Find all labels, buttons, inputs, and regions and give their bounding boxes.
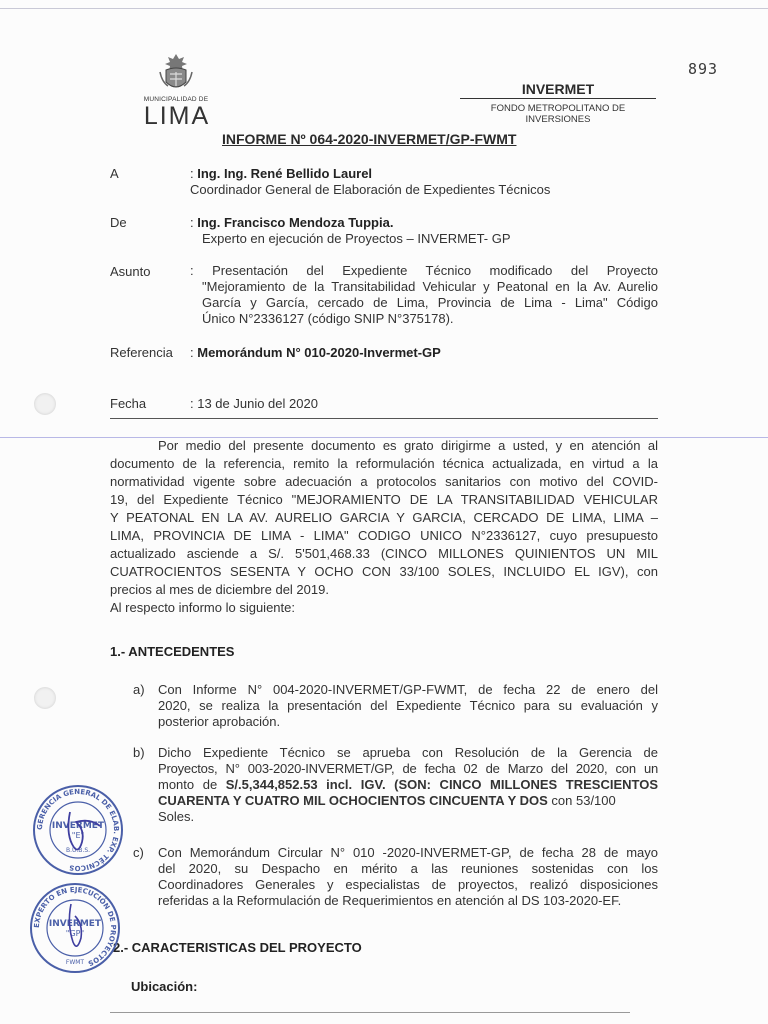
field-a-value: : Ing. Ing. René Bellido Laurel Coordinador General de Elaboración de Expedientes Técnicos [190, 166, 551, 197]
addressee-name: Ing. Ing. René Bellido Laurel [197, 166, 373, 181]
item-b-line: Proyectos, N° 003-2020-INVERMET/GP, de fecha 02 de Marzo del 2020, con un [158, 761, 658, 776]
item-c-line: del 2020, su Despacho en mérito a las reuniones sostenidas con los [158, 861, 658, 876]
header-divider [110, 418, 658, 419]
sender-name: Ing. Francisco Mendoza Tuppia. [197, 215, 394, 230]
item-b-line [158, 793, 658, 809]
item-b-cents: con 53/100 [547, 793, 616, 808]
intro-paragraph [110, 437, 658, 617]
field-de-value: : Ing. Francisco Mendoza Tuppia. Experto en ejecución de Proyectos – INVERMET- GP [190, 215, 511, 246]
item-b-line: Soles. [158, 809, 195, 824]
item-a-letter: a) [133, 682, 145, 697]
intro-line: 19, del Expediente Técnico "MEJORAMIENTO DE LA TRANSITABILIDAD VEHICULAR [110, 492, 658, 507]
page-number: 893 [688, 60, 719, 78]
intro-line: CUATROCIENTOS SESENTA Y OCHO CON 33/100 SOLES, INCLUIDO EL IGV), con [110, 564, 658, 579]
org-name: INVERMET [460, 81, 656, 99]
field-referencia-value: : Memorándum N° 010-2020-Invermet-GP [190, 345, 441, 360]
intro-line: actualizado asciende a S/. 5'501,468.33 (CINCO MILLONES QUINIENTOS UN MIL [110, 546, 658, 561]
item-a-text [158, 682, 658, 730]
item-b-amount-prefix: monto de [158, 777, 226, 792]
org-subtitle: FONDO METROPOLITANO DE INVERSIONES [490, 103, 626, 125]
gerencia-seal [30, 782, 126, 878]
field-de-label: De [110, 215, 127, 230]
field-fecha-label: Fecha [110, 396, 147, 411]
asunto-line: Único N°2336127 (código SNIP N°375178). [202, 311, 454, 326]
item-c-line: Coordinadores Generales y especialistas de proyectos, realizó disposiciones [158, 877, 658, 892]
intro-line: Al respecto informo lo siguiente: [110, 600, 295, 615]
asunto-line: García y García, cercado de Lima, Provincia de Lima - Lima" Código [202, 295, 658, 310]
section-2-subtitle: Ubicación: [131, 979, 198, 994]
referencia-text: Memorándum N° 010-2020-Invermet-GP [197, 345, 441, 360]
section-2-title: 2.- CARACTERISTICAS DEL PROYECTO [113, 940, 362, 955]
seal-center-text: INVERMET [48, 919, 102, 929]
experto-seal [27, 880, 123, 976]
section-1-title: 1.- ANTECEDENTES [110, 644, 235, 659]
seal-bottom-text: FWMT [65, 959, 85, 966]
item-b-line [158, 777, 658, 793]
item-b-line: Dicho Expediente Técnico se aprueba con Resolución de la Gerencia de [158, 745, 658, 760]
punch-hole [34, 393, 56, 415]
intro-line: Y PEATONAL EN LA AV. AURELIO GARCIA Y GARCIA, CERCADO DE LIMA, LIMA – [110, 510, 658, 525]
asunto-line: "Mejoramiento de la Transitabilidad Vehicular y Peatonal en la Av. Aurelio [202, 279, 658, 294]
addressee-role: Coordinador General de Elaboración de Expedientes Técnicos [190, 182, 551, 197]
item-b-text [158, 745, 658, 825]
sender-role: Experto en ejecución de Proyectos – INVERMET- GP [202, 231, 511, 246]
lima-crest-icon [156, 52, 196, 94]
intro-line: normatividad vigente sobre adecuación a protocolos sanitarios con motivo del COVID- [110, 474, 658, 489]
seal-center-text: INVERMET [51, 821, 105, 831]
logo-muni-label: MUNICIPALIDAD DE [143, 96, 209, 103]
item-a-line: posterior aprobación. [158, 714, 281, 729]
field-fecha-value: : 13 de Junio del 2020 [190, 396, 318, 411]
seal-mark-text: "GP" [65, 929, 85, 938]
item-c-line: Con Memorándum Circular N° 010 -2020-INVERMET-GP, de fecha 28 de mayo [158, 845, 658, 860]
item-c-line: referidas a la Reformulación de Requerimientos en atención al DS 103-2020-EF. [158, 893, 622, 908]
item-b-letter: b) [133, 745, 145, 760]
logo-lima-label: LIMA [143, 102, 211, 130]
asunto-line: : Presentación del Expediente Técnico modificado del Proyecto [190, 263, 658, 278]
item-a-line: 2020, se realiza la presentación del Expediente Técnico para su evaluación y [158, 698, 658, 713]
intro-line: precios al mes de diciembre del 2019. [110, 582, 329, 597]
punch-hole [34, 687, 56, 709]
intro-line: LIMA, PROVINCIA DE LIMA - LIMA" CODIGO UNICO N°2336127, cuyo presupuesto [110, 528, 658, 543]
item-c-text [158, 845, 658, 909]
seal-ring-text: EXPERTO EN EJECUCIÓN DE PROYECTOS [32, 885, 118, 968]
field-asunto-label: Asunto [110, 264, 151, 279]
seal-bottom-text: B.U.B.S. [65, 847, 91, 854]
item-b-amount-words: CUARENTA Y CUATRO MIL OCHOCIENTOS CINCUENTA Y DOS [158, 793, 548, 808]
field-referencia-label: Referencia [110, 345, 173, 360]
item-b-amount: S/.5,344,852.53 incl. IGV. (SON: CINCO MILLONES TRESCIENTOS [225, 777, 658, 792]
field-asunto-value [190, 263, 658, 327]
scan-top-line [0, 8, 768, 9]
field-a-label: A [110, 166, 119, 181]
footer-rule [110, 1012, 630, 1013]
intro-line: Por medio del presente documento es grato dirigirme a usted, y en atención al [158, 438, 658, 453]
intro-line: documento de la referencia, remito la reformulación técnica actualizada, en virtud a la [110, 456, 658, 471]
seal-ring-text: GERENCIA GENERAL DE ELAB. EXP. TÉCNICOS [35, 787, 121, 873]
document-title: INFORME Nº 064-2020-INVERMET/GP-FWMT [222, 131, 517, 147]
seal-mark-text: "E" [71, 831, 85, 840]
item-c-letter: c) [133, 845, 144, 860]
item-a-line: Con Informe N° 004-2020-INVERMET/GP-FWMT, de fecha 22 de enero del [158, 682, 658, 697]
